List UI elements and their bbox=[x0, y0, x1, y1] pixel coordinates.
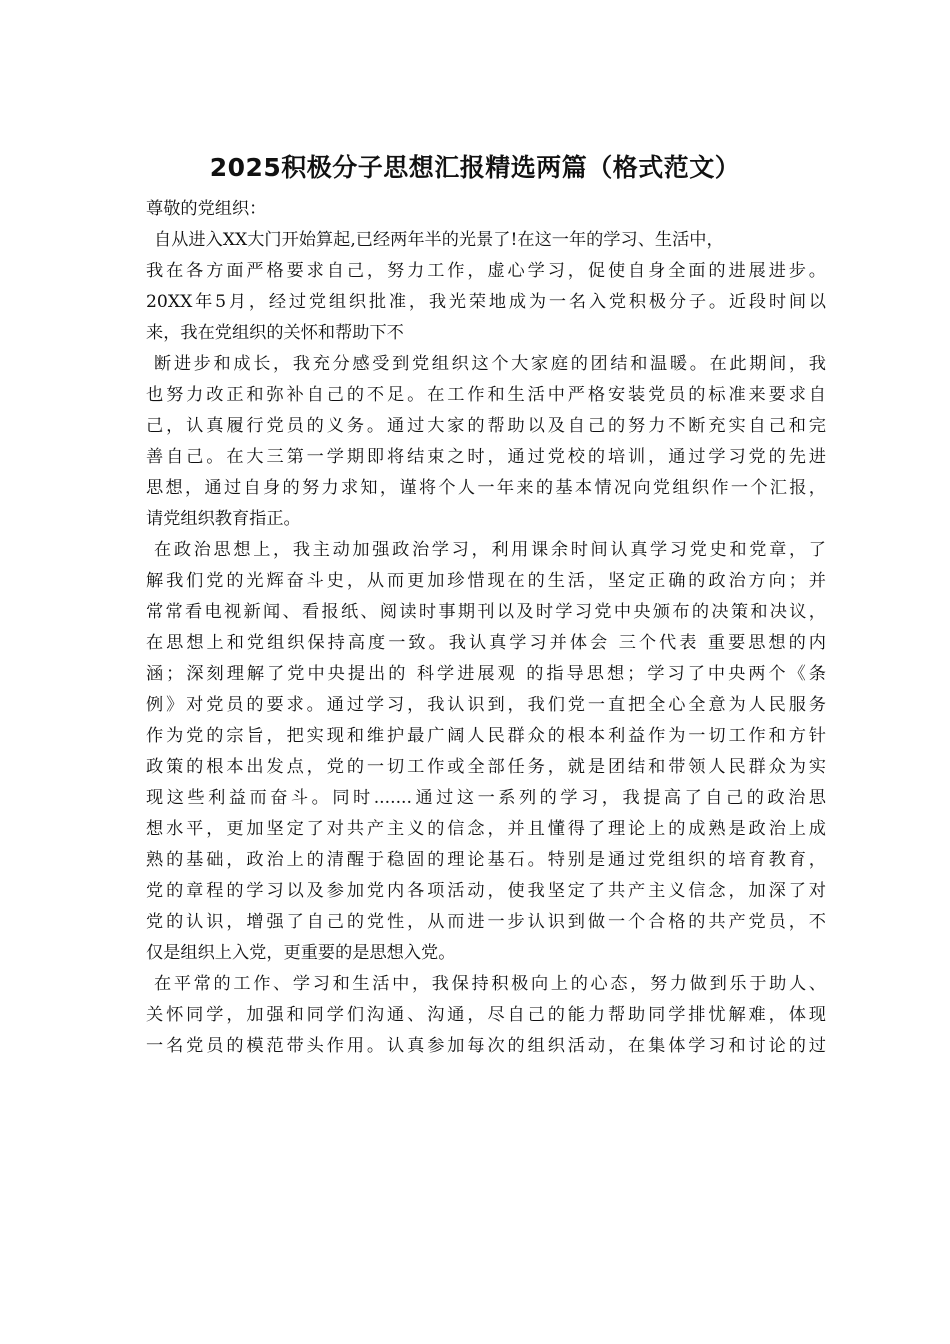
text-line: 党的章程的学习以及参加党内各项活动，使我坚定了共产主义信念，加深了对 bbox=[146, 881, 826, 901]
text-line: 我在各方面严格要求自己，努力工作，虚心学习，促使自身全面的进展进步。 bbox=[146, 261, 826, 281]
text-line: 作为党的宗旨，把实现和维护最广阔人民群众的根本利益作为一切工作和方针 bbox=[146, 726, 826, 746]
text-line: 现这些利益而奋斗。同时.......通过这一系列的学习，我提高了自己的政治思 bbox=[146, 788, 826, 808]
text-line: 在政治思想上，我主动加强政治学习，利用课余时间认真学习党史和党章，了 bbox=[154, 540, 826, 560]
text-line: 例》对党员的要求。通过学习，我认识到，我们党一直把全心全意为人民服务 bbox=[146, 695, 826, 715]
text-line: 常常看电视新闻、看报纸、阅读时事期刊以及时学习党中央颁布的决策和决议， bbox=[146, 602, 826, 622]
text-line: 断进步和成长，我充分感受到党组织这个大家庭的团结和温暖。在此期间，我 bbox=[154, 354, 826, 374]
text-line: 涵；深刻理解了党中央提出的 科学进展观 的指导思想；学习了中央两个《条 bbox=[146, 664, 826, 684]
text-line: 在思想上和党组织保持高度一致。我认真学习并体会 三个代表 重要思想的内 bbox=[146, 633, 826, 653]
text-line: 自从进入XX大门开始算起,已经两年半的光景了!在这一年的学习、生活中， bbox=[154, 230, 724, 250]
text-line: 请党组织教育指正。 bbox=[146, 509, 301, 529]
text-line: 尊敬的党组织： bbox=[146, 199, 267, 219]
document-title: 2025积极分子思想汇报精选两篇（格式范文） bbox=[209, 153, 741, 182]
text-line: 一名党员的模范带头作用。认真参加每次的组织活动，在集体学习和讨论的过 bbox=[146, 1036, 826, 1056]
text-line: 思想，通过自身的努力求知，谨将个人一年来的基本情况向党组织作一个汇报， bbox=[146, 478, 826, 498]
text-line: 来，我在党组织的关怀和帮助下不 bbox=[146, 323, 404, 343]
text-line: 政策的根本出发点，党的一切工作或全部任务，就是团结和带领人民群众为实 bbox=[146, 757, 826, 777]
text-line: 想水平，更加坚定了对共产主义的信念，并且懂得了理论上的成熟是政治上成 bbox=[146, 819, 826, 839]
text-line: 熟的基础，政治上的清醒于稳固的理论基石。特别是通过党组织的培育教育， bbox=[146, 850, 826, 870]
text-line: 也努力改正和弥补自己的不足。在工作和生活中严格安装党员的标准来要求自 bbox=[146, 385, 826, 405]
text-line: 20XX年5月，经过党组织批准，我光荣地成为一名入党积极分子。近段时间以 bbox=[146, 292, 826, 312]
document-body bbox=[146, 194, 826, 1062]
text-line: 党的认识，增强了自己的党性，从而进一步认识到做一个合格的共产党员，不 bbox=[146, 912, 826, 932]
text-line: 关怀同学，加强和同学们沟通、沟通，尽自己的能力帮助同学排忧解难，体现 bbox=[146, 1005, 826, 1025]
text-line: 在平常的工作、学习和生活中，我保持积极向上的心态，努力做到乐于助人、 bbox=[154, 974, 826, 994]
text-line: 己，认真履行党员的义务。通过大家的帮助以及自己的努力不断充实自己和完 bbox=[146, 416, 826, 436]
text-line: 解我们党的光辉奋斗史，从而更加珍惜现在的生活，坚定正确的政治方向；并 bbox=[146, 571, 826, 591]
text-line: 善自己。在大三第一学期即将结束之时，通过党校的培训，通过学习党的先进 bbox=[146, 447, 826, 467]
text-line: 仅是组织上入党，更重要的是思想入党。 bbox=[146, 943, 456, 963]
